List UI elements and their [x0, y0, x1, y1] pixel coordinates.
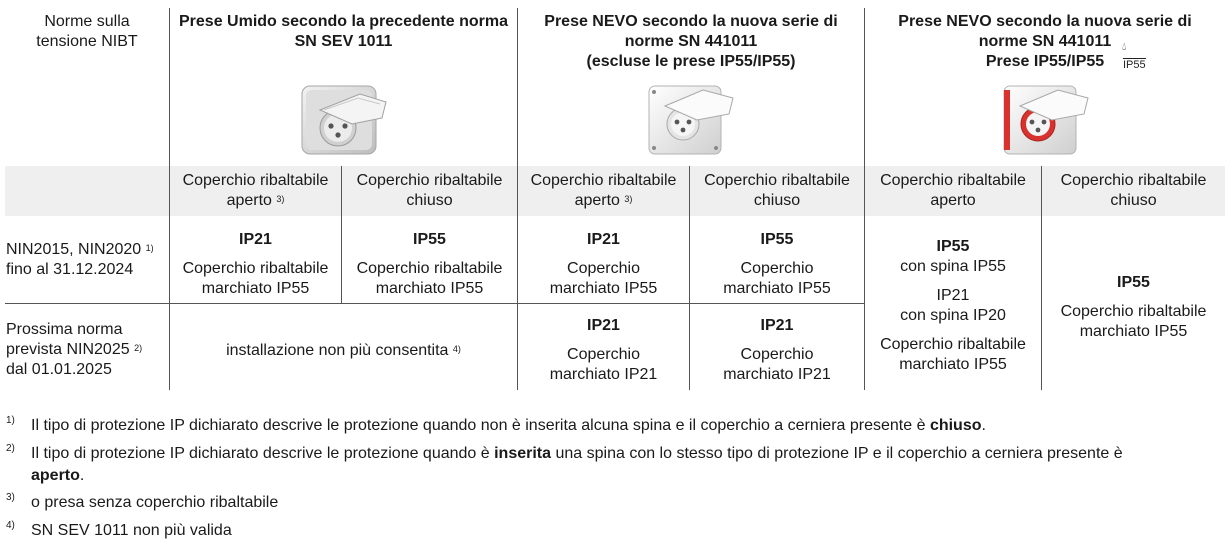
cell-row1-nevo-open: IP21 Coperchio marchiato IP55 [549, 231, 658, 297]
footnote-2: Il tipo di protezione IP dichiarato descrive le protezione quando è inserita una spina con lo stesso tipo di protezione IP e il coperchio a cerniera presente è aperto. [31, 445, 1123, 484]
cell-row2-nevo-open: IP21 Coperchio marchiato IP21 [549, 317, 658, 383]
subheader-nevo-open: Coperchio ribaltabile aperto $^{3)}$ [530, 172, 677, 209]
footnote-number: 1) [6, 415, 15, 426]
footnote-number: 2) [6, 443, 15, 454]
cell-row1-umido-closed: IP55 Coperchio ribaltabile marchiato IP55 [356, 231, 503, 297]
row-label-nin2015: NIN2015, NIN2020 $^{1)}$ fino al 31.12.2024 [6, 241, 154, 278]
column-header-nevo: Prese NEVO secondo la nuova serie di norme SN 441011 (escluse le prese IP55/IP55) [544, 13, 838, 70]
footnote-1: Il tipo di protezione IP dichiarato descrive le protezione quando non è inserita alcuna spina e il coperchio a cerniera presente è chiuso. [31, 417, 986, 434]
cell-row2-nevo-closed: IP21 Coperchio marchiato IP21 [723, 317, 831, 383]
cell-row2-umido-merged: installazione non più consentita $^{4)}$ [226, 342, 461, 359]
subheader-nevo-closed: Coperchio ribaltabile chiuso [704, 172, 850, 209]
subheader-ip55-closed: Coperchio ribaltabile chiuso [1060, 172, 1207, 209]
footnote-4: SN SEV 1011 non più valida [31, 522, 232, 539]
cell-ip55-closed-merged: IP55 Coperchio ribaltabile marchiato IP55 [1060, 274, 1207, 340]
subheader-umido-open: Coperchio ribaltabile aperto $^{3)}$ [182, 172, 329, 209]
ip55-badge: IP55 [1123, 59, 1146, 71]
cell-ip55-open-merged: IP55 con spina IP55 IP21 con spina IP20 Coperchio ribaltabile marchiato IP55 [880, 238, 1026, 373]
socket-grey-icon [300, 84, 388, 156]
footnote-number: 3) [6, 492, 15, 503]
water-drops-icon: 💧︎ [1122, 41, 1128, 53]
cell-row1-nevo-closed: IP55 Coperchio marchiato IP55 [723, 231, 831, 297]
corner-header: Norme sulla tensione NIBT [36, 13, 138, 50]
subheader-ip55-open: Coperchio ribaltabile aperto [880, 172, 1026, 209]
row-label-nin2025: Prossima norma prevista NIN2025 $^{2)}$ dal 01.01.2025 [6, 321, 143, 378]
cell-row1-umido-open: IP21 Coperchio ribaltabile marchiato IP55 [182, 231, 329, 297]
footnote-number: 4) [6, 520, 15, 531]
column-header-umido: Prese Umido secondo la precedente norma SN SEV 1011 [179, 13, 508, 50]
grid-line [5, 303, 864, 304]
subheader-umido-closed: Coperchio ribaltabile chiuso [356, 172, 503, 209]
socket-white-icon [647, 84, 735, 156]
column-header-nevo-ip55: Prese NEVO secondo la nuova serie di norme SN 441011 Prese IP55/IP55 [898, 13, 1192, 70]
footnote-3: o presa senza coperchio ribaltabile [31, 494, 279, 511]
socket-red-icon [1002, 84, 1090, 156]
